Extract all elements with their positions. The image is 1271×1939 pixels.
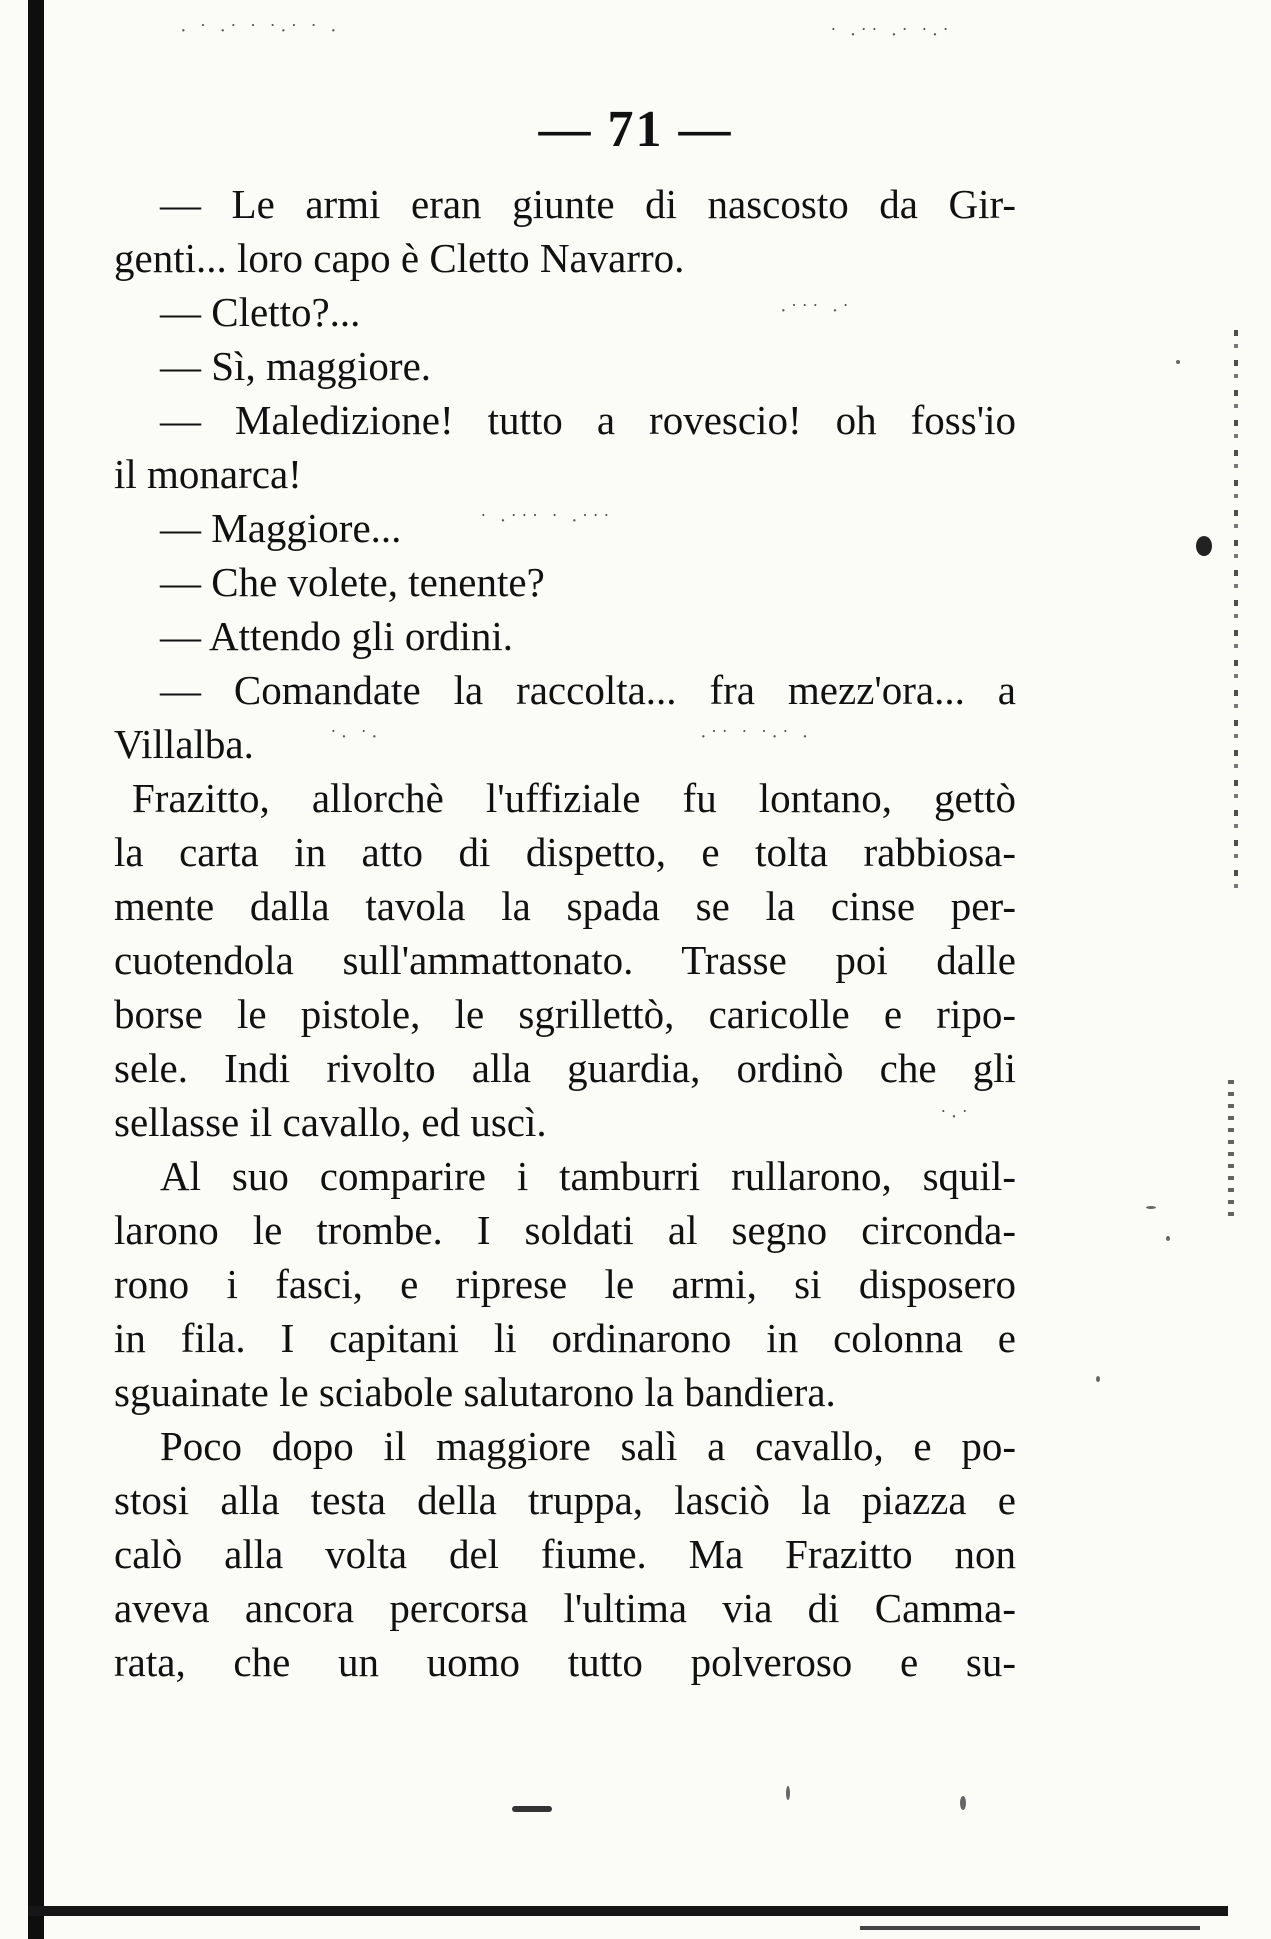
text-line: — Che volete, tenente? [160,559,545,605]
text-line: stosi alla testa della truppa, lasciò la piazza e [114,1477,1016,1523]
scan-border-bottom [28,1906,1228,1916]
scan-gutter-marks-lower [1228,1080,1234,1220]
text-line: — Attendo gli ordini. [160,613,514,659]
text-line: in fila. I capitani li ordinarono in colonna e [114,1315,1016,1361]
text-line: larono le trombe. I soldati al segno circonda- [114,1207,1016,1253]
text-line: cuotendola sull'ammattonato. Trasse poi dalle [114,937,1016,983]
text-line: — Cletto?... [160,289,361,335]
scan-noise: ˙· ˙· [330,726,382,748]
text-line: sellasse il cavallo, ed uscì. [114,1099,547,1145]
text-line: calò alla volta del fiume. Ma Frazitto non [114,1531,1016,1577]
text-line: — Comandate la raccolta... fra mezz'ora... a [160,667,1016,713]
scan-speck [1096,1376,1100,1382]
ink-blot [1196,536,1212,556]
scan-speck [1146,1206,1156,1209]
text-line: Poco dopo il maggiore salì a cavallo, e po- [160,1423,1016,1469]
scan-noise: ·˙˙ ˙ ˙·˙ · [700,726,813,748]
text-line: — Le armi eran giunte di nascosto da Gir- [160,181,1016,227]
text-line: borse le pistole, le sgrillettò, caricolle e ripo- [114,991,1016,1037]
text-line: sguainate le sciabole salutarono la bandiera. [114,1369,836,1415]
scan-gutter-marks [1234,330,1238,890]
text-line: sele. Indi rivolto alla guardia, ordinò che gli [114,1045,1016,1091]
scan-noise-top: ˙ ·˙˙ ·˙ ˙·˙ [830,24,953,46]
scan-noise: ·˙˙˙ ·˙ [780,300,853,322]
text-line: aveva ancora percorsa l'ultima via di Camma- [114,1585,1016,1631]
text-line: rata, che un uomo tutto polveroso e su- [114,1639,1016,1685]
scan-noise-top: · ˙ ·˙ ˙ ˙·˙ ˙ · [180,20,341,42]
text-line: Frazitto, allorchè l'uffiziale fu lontano, gettò [132,775,1016,821]
text-line: la carta in atto di dispetto, e tolta rabbiosa- [114,829,1016,875]
scan-speck [1176,360,1180,364]
text-line: Al suo comparire i tamburri rullarono, squil- [160,1153,1016,1199]
text-line: rono i fasci, e riprese le armi, si disposero [114,1261,1016,1307]
scan-speck [1166,1236,1170,1241]
page-number: — 71 — [538,101,733,158]
text-line: mente dalla tavola la spada se la cinse per- [114,883,1016,929]
scan-noise: ˙·˙ [940,1106,972,1128]
scan-speck [786,1786,790,1800]
scan-speck [512,1806,552,1812]
text-line: — Sì, maggiore. [160,343,432,389]
text-line: — Maledizione! tutto a rovescio! oh foss'io [160,397,1016,443]
text-line: — Maggiore... [160,505,402,551]
scan-noise: ˙ ·˙˙˙ ˙ ·˙˙˙ [480,510,614,532]
scan-border-bottom-thin [860,1926,1200,1930]
text-line: genti... loro capo è Cletto Navarro. [114,235,685,281]
scan-border-left [28,0,44,1939]
text-line: il monarca! [114,451,302,497]
text-line: Villalba. [114,721,254,767]
scan-speck [960,1796,966,1810]
